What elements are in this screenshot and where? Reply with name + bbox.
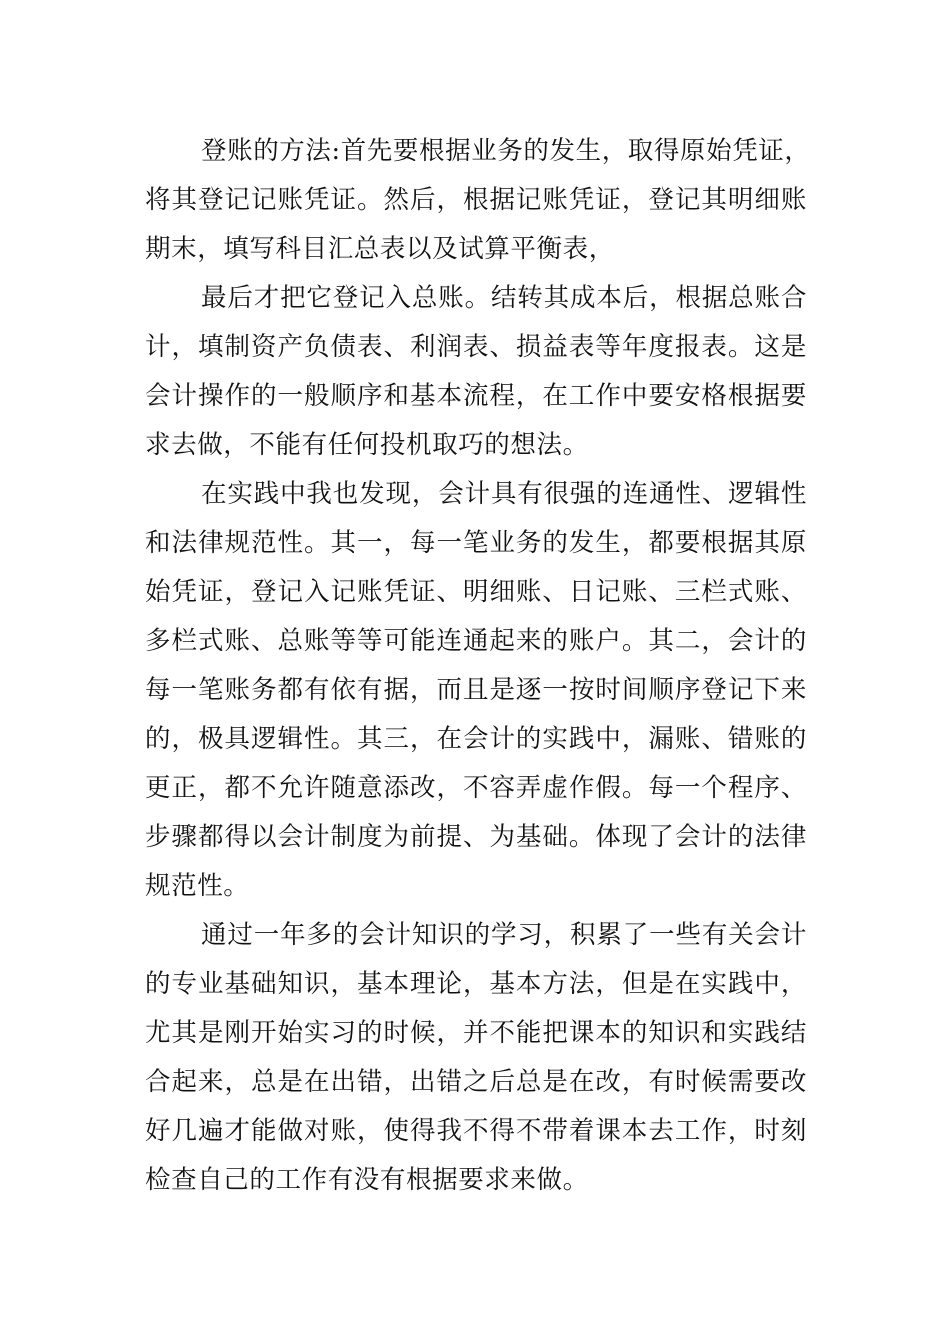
- text-line: 登账的方法:首先要根据业务的发生，取得原始凭证，: [201, 136, 811, 166]
- document-body: [145, 127, 811, 1205]
- text-line: 在实践中我也发现，会计具有很强的连通性、逻辑性: [201, 479, 807, 509]
- text-line: 和法律规范性。其一，每一笔业务的发生，都要根据其原: [145, 528, 807, 558]
- text-line: 最后才把它登记入总账。结转其成本后，根据总账合: [201, 283, 807, 313]
- text-line: 规范性。: [145, 871, 250, 901]
- text-line: 通过一年多的会计知识的学习，积累了一些有关会计: [201, 920, 807, 950]
- text-line: 期末，填写科目汇总表以及试算平衡表，: [145, 234, 615, 264]
- text-line: 求去做，不能有任何投机取巧的想法。: [145, 430, 589, 460]
- paragraph-2: [145, 274, 807, 470]
- text-line: 将其登记记账凭证。然后，根据记账凭证，登记其明细账: [145, 185, 807, 215]
- text-line: 每一笔账务都有依有据，而且是逐一按时间顺序登记下来: [145, 675, 807, 705]
- text-line: 的，极具逻辑性。其三，在会计的实践中，漏账、错账的: [145, 724, 807, 754]
- text-line: 尤其是刚开始实习的时候，并不能把课本的知识和实践结: [145, 1018, 807, 1048]
- text-line: 始凭证，登记入记账凭证、明细账、日记账、三栏式账、: [145, 577, 807, 607]
- text-line: 更正，都不允许随意添改，不容弄虚作假。每一个程序、: [145, 773, 807, 803]
- text-line: 步骤都得以会计制度为前提、为基础。体现了会计的法律: [145, 822, 807, 852]
- paragraph-1: [145, 127, 811, 274]
- text-line: 的专业基础知识，基本理论，基本方法，但是在实践中，: [145, 969, 807, 999]
- text-line: 合起来，总是在出错，出错之后总是在改，有时候需要改: [145, 1067, 807, 1097]
- text-line: 会计操作的一般顺序和基本流程，在工作中要安格根据要: [145, 381, 807, 411]
- text-line: 多栏式账、总账等等可能连通起来的账户。其二，会计的: [145, 626, 807, 656]
- text-line: 计，填制资产负债表、利润表、损益表等年度报表。这是: [145, 332, 807, 362]
- text-line: 检查自己的工作有没有根据要求来做。: [145, 1165, 589, 1195]
- text-line: 好几遍才能做对账，使得我不得不带着课本去工作，时刻: [145, 1116, 807, 1146]
- paragraph-4: [145, 911, 807, 1205]
- paragraph-3: [145, 470, 807, 911]
